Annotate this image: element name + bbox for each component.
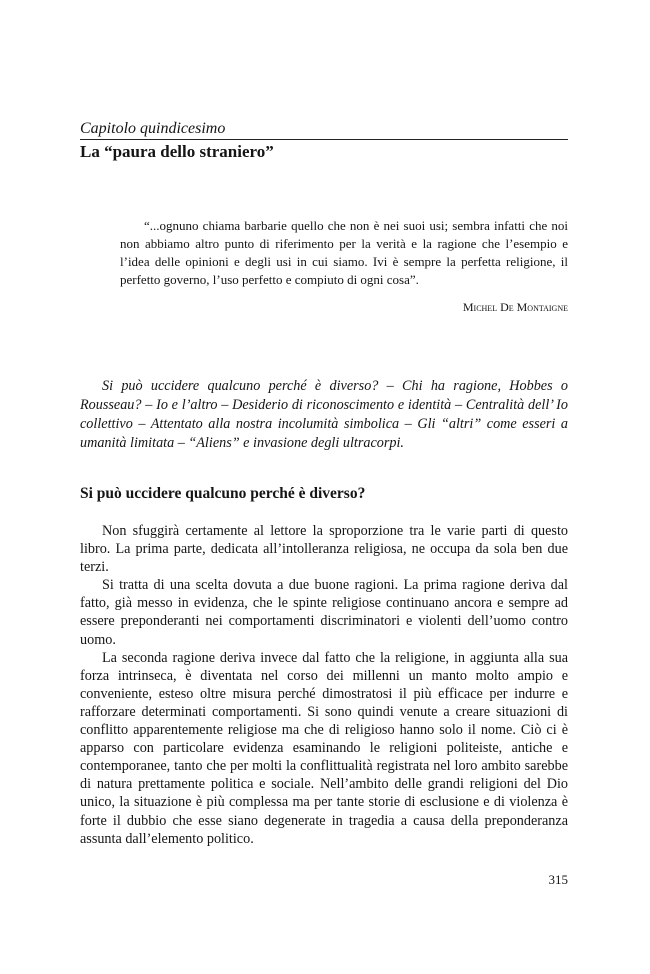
body-text <box>80 522 568 848</box>
chapter-summary: Si può uccidere qualcuno perché è diverso? – Chi ha ragione, Hobbes o Rousseau? – Io e l’altro – Desiderio di riconoscimento e identità – Centralità dell’ Io collettivo – Attentato alla nostra incolumità simbolica – Gli “altri” come esseri a umanità limitata – “Aliens” e invasione degli ultracorpi. <box>80 378 568 451</box>
chapter-label: Capitolo quindicesimo <box>80 120 226 137</box>
chapter-rule <box>80 139 568 140</box>
epigraph-author: Michel De Montaigne <box>462 300 568 314</box>
section-heading: Si può uccidere qualcuno perché è diverso? <box>80 485 366 502</box>
chapter-title: La “paura dello straniero” <box>80 142 274 161</box>
book-page <box>80 0 568 974</box>
paragraph: Si tratta di una scelta dovuta a due buone ragioni. La prima ragione deriva dal fatto, già messo in evidenza, che le spinte religiose continuano ancora e sempre ad essere preponderanti nei comportamenti discriminatori e violenti dell’uomo contro uomo. <box>80 577 568 648</box>
paragraph: La seconda ragione deriva invece dal fatto che la religione, in aggiunta alla sua forza intrinseca, è diventata nel corso dei millenni un manto molto ampio e conveniente, esteso oltre misura perché dimostratosi il più efficace per indurre e rafforzare determinati comportamenti. Si sono quindi venute a creare situazioni di conflitto apparentemente religiose ma che di religioso hanno solo il nome. Ciò ci è apparso con particolare evidenza esaminando le religioni politeiste, antiche e contemporanee, tanto che per molti la conflittualità registrata nel loro ambito sarebbe di natura prettamente politica e sociale. Nell’ambito delle grandi religioni del Dio unico, la situazione è più complessa ma per tante storie di esclusione e di violenza è forte il dubbio che esse siano degenerate in tragedia a causa della preponderanza assunta dall’elemento politico. <box>80 649 568 847</box>
paragraph: Non sfuggirà certamente al lettore la sproporzione tra le varie parti di questo libro. La prima parte, dedicata all’intolleranza religiosa, ne occupa da sola ben due terzi. <box>80 523 568 576</box>
page-number: 315 <box>548 872 568 887</box>
epigraph-quote: “...ognuno chiama barbarie quello che non è nei suoi usi; sembra infatti che noi non abbiamo altro punto di riferimento per la verità e la ragione che l’esempio e l’idea delle opinioni e degli usi in cui siamo. Ivi è sempre la perfetta religione, il perfetto governo, l’uso perfetto e compiuto di ogni cosa”. <box>120 218 568 287</box>
